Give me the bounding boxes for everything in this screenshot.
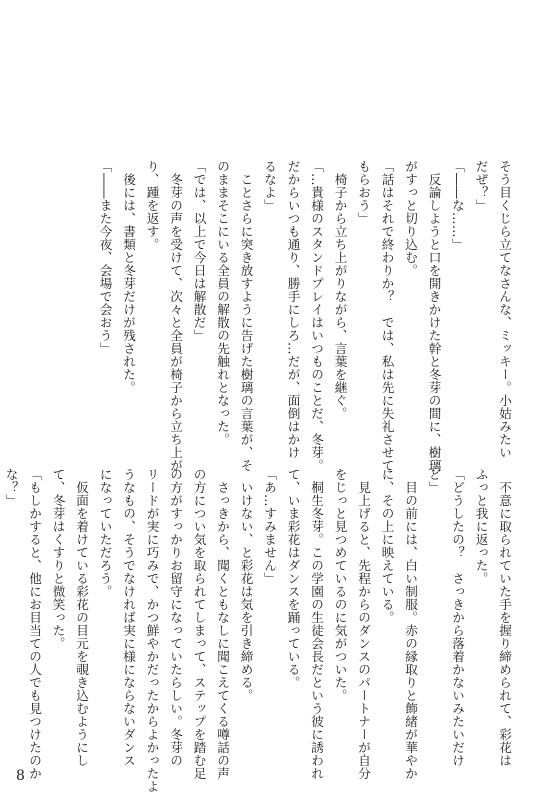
upper-text-block [93, 160, 516, 472]
lower-text-block [0, 468, 516, 793]
text-line: ことさらに突き放すように告げた樹璃の言葉が、そ [238, 160, 254, 472]
text-line: て、いま彩花はダンスを踊っている。 [285, 468, 301, 689]
text-line: るなよ」 [262, 160, 277, 212]
text-line: の方がすっかりお留守になっていたらしい。冬芽の [168, 468, 183, 767]
text-line: て、冬芽はくすりと微笑った。 [50, 468, 66, 650]
text-line: だぜ？」 [473, 160, 489, 212]
text-line: 「…貴様のスタンドプレイはいつものことだ、冬芽。 [309, 160, 324, 472]
text-line: 「――な……」 [450, 160, 465, 251]
text-line: な？」 [3, 468, 19, 507]
text-line: さっきから、聞くともなしに聞こえてくる噂話の声 [215, 468, 230, 780]
text-line: ど」 [426, 468, 442, 494]
text-line: 「もしかすると、他にお目当ての人でも見つけたのか [27, 468, 42, 780]
text-line: 「では、以上で今日は解散だ」 [191, 160, 207, 342]
text-line: ふっと我に返った。 [473, 468, 489, 585]
text-line: の方につい気を取られてしまって、ステップを踏む足 [191, 468, 207, 780]
text-line: 後には、書類と冬芽だけが残された。 [121, 160, 136, 394]
text-line: 不意に取られていた手を握り締められて、彩花は [497, 468, 512, 767]
text-line: だからいつも通り、勝手にしろ…だが、面倒はかけ [285, 160, 301, 459]
text-line: 「どうしたの？ さっきから落着かないみたいだけ [450, 468, 465, 767]
text-line: もらおう」 [356, 160, 371, 225]
text-line: をじっと見つめているのに気がついた。 [332, 468, 348, 702]
text-line: になっていただろう。 [97, 468, 113, 598]
text-line: 冬芽の声を受けて、次々と全員が椅子から立ち上が [168, 160, 183, 472]
text-line: 反論しようと口を開きかけた幹と冬芽の間に、樹璃 [426, 160, 442, 472]
text-line: 仮面を着けている彩花の目元を覗き込むようにし [74, 468, 89, 767]
text-line: そう目くじら立てなさんな、ミッキー。小姑みたい [497, 160, 512, 459]
text-line: のままそこにいる全員の解散の先触れとなった。 [215, 160, 230, 446]
text-line: り、踵を返す。 [144, 160, 160, 251]
page-number: 8 [16, 768, 25, 784]
text-line: 「話はそれで終わりか？ では、私は先に失礼させて [379, 160, 395, 472]
text-line: 桐生冬芽。この学園の生徒会長だという彼に誘われ [309, 468, 324, 780]
text-line: に、その上に映えている。 [379, 468, 395, 624]
text-line: リードが実に巧みで、かつ鮮やかだったからよかったよ [144, 468, 160, 793]
text-line: 「あ…すみません」 [262, 468, 277, 585]
text-line: うなもの、そうでなければ実に様にならないダンス [121, 468, 136, 767]
text-line: 「――また今夜、会場で会おう」 [97, 160, 113, 355]
text-line: がすっと切り込む。 [403, 160, 418, 277]
text-line: 見上げると、先程からのダンスのパートナーが自分 [356, 468, 371, 780]
text-line: 椅子から立ち上がりながら、言葉を継ぐ。 [332, 160, 348, 420]
text-line: 目の前には、白い制服。赤の縁取りと飾緒が華やか [403, 468, 418, 780]
text-line: いけない、と彩花は気を引き締める。 [238, 468, 254, 702]
